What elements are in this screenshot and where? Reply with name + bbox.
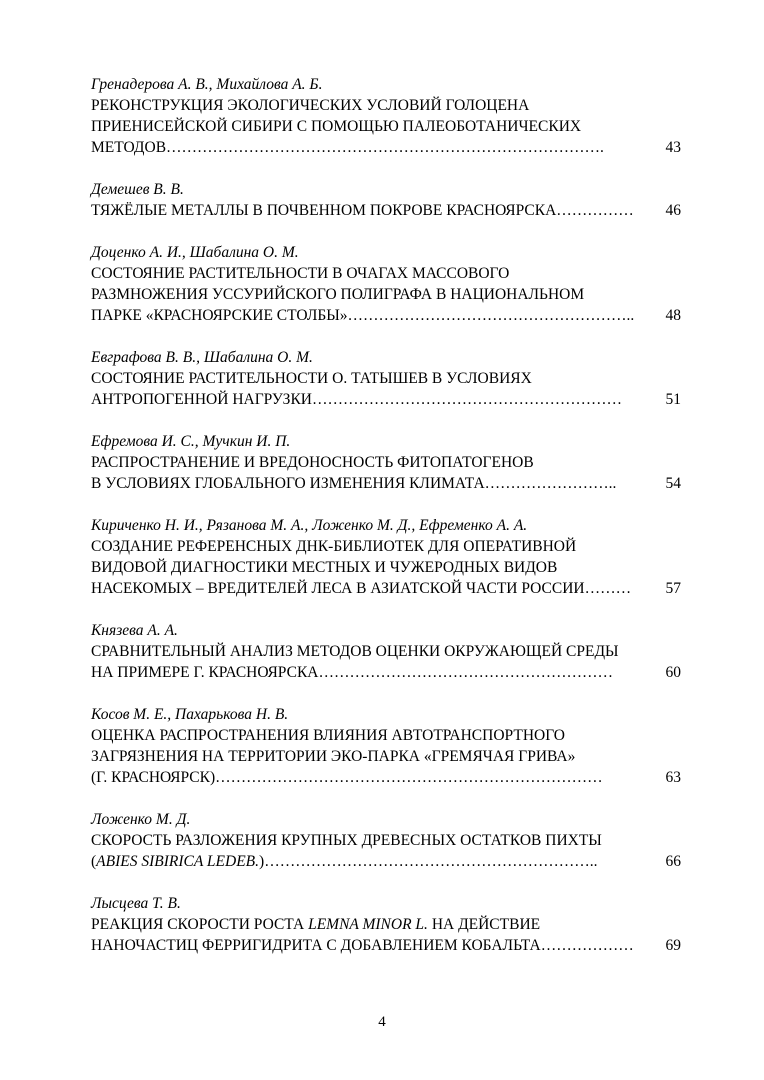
entry-title-line: СОЗДАНИЕ РЕФЕРЕНСНЫХ ДНК-БИБЛИОТЕК ДЛЯ ОПЕРАТИВНОЙ bbox=[91, 538, 577, 555]
entry-title-line: РАЗМНОЖЕНИЯ УССУРИЙСКОГО ПОЛИГРАФА В НАЦИОНАЛЬНОМ bbox=[91, 286, 585, 303]
entry-title-line bbox=[91, 851, 639, 872]
entry-title-line bbox=[91, 914, 681, 935]
title-text: )……………………………………………………….. bbox=[259, 853, 598, 870]
entry-authors: Евграфова В. В., Шабалина О. М. bbox=[91, 349, 313, 366]
entry-page-number: 69 bbox=[665, 937, 681, 954]
entry-authors: Лысцева Т. В. bbox=[91, 895, 181, 912]
entry-title-line: ОЦЕНКА РАСПРОСТРАНЕНИЯ ВЛИЯНИЯ АВТОТРАНСПОРТНОГО bbox=[91, 727, 565, 744]
toc-entry bbox=[91, 431, 681, 494]
entry-page-number: 51 bbox=[665, 391, 681, 408]
entry-page-number: 57 bbox=[665, 580, 681, 597]
entry-title-line: СОСТОЯНИЕ РАСТИТЕЛЬНОСТИ В ОЧАГАХ МАССОВОГО bbox=[91, 265, 510, 282]
entry-title-line: ЗАГРЯЗНЕНИЯ НА ТЕРРИТОРИИ ЭКО-ПАРКА «ГРЕМЯЧАЯ ГРИВА» bbox=[91, 748, 576, 765]
entry-title-line: СРАВНИТЕЛЬНЫЙ АНАЛИЗ МЕТОДОВ ОЦЕНКИ ОКРУЖАЮЩЕЙ СРЕДЫ bbox=[91, 643, 619, 660]
entry-title-line: АНТРОПОГЕННОЙ НАГРУЗКИ…………………………………………………… bbox=[91, 391, 622, 408]
toc-entry bbox=[91, 179, 681, 221]
toc-entry bbox=[91, 242, 681, 326]
entry-title-line: ПАРКЕ «КРАСНОЯРСКИЕ СТОЛБЫ»……………………………………………….. bbox=[91, 307, 635, 324]
toc-entry bbox=[91, 620, 681, 683]
entry-title-line: НАНОЧАСТИЦ ФЕРРИГИДРИТА С ДОБАВЛЕНИЕМ КОБАЛЬТА……………… bbox=[91, 937, 634, 954]
entry-authors: Демешев В. В. bbox=[91, 181, 184, 198]
entry-authors: Гренадерова А. В., Михайлова А. Б. bbox=[91, 76, 323, 93]
entry-title-line: СКОРОСТЬ РАЗЛОЖЕНИЯ КРУПНЫХ ДРЕВЕСНЫХ ОСТАТКОВ ПИХТЫ bbox=[91, 832, 602, 849]
species-name: ABIES SIBIRICA LEDEB. bbox=[96, 853, 260, 870]
entry-page-number: 66 bbox=[665, 853, 681, 870]
entry-title-line: НАСЕКОМЫХ – ВРЕДИТЕЛЕЙ ЛЕСА В АЗИАТСКОЙ ЧАСТИ РОССИИ……… bbox=[91, 580, 632, 597]
toc-entry bbox=[91, 74, 681, 158]
title-text: РЕАКЦИЯ СКОРОСТИ РОСТА bbox=[91, 916, 309, 933]
toc-entry bbox=[91, 893, 681, 956]
page-footer-number: 4 bbox=[378, 1014, 386, 1030]
entry-title-line: ТЯЖЁЛЫЕ МЕТАЛЛЫ В ПОЧВЕННОМ ПОКРОВЕ КРАСНОЯРСКА…………… bbox=[91, 202, 634, 219]
entry-title-line: В УСЛОВИЯХ ГЛОБАЛЬНОГО ИЗМЕНЕНИЯ КЛИМАТА…………………….. bbox=[91, 475, 617, 492]
toc-entry bbox=[91, 347, 681, 410]
entry-page-number: 63 bbox=[665, 769, 681, 786]
entry-page-number: 46 bbox=[665, 202, 681, 219]
entry-authors: Ефремова И. С., Мучкин И. П. bbox=[91, 433, 291, 450]
entry-title-line: ВИДОВОЙ ДИАГНОСТИКИ МЕСТНЫХ И ЧУЖЕРОДНЫХ ВИДОВ bbox=[91, 559, 558, 576]
entry-authors: Князева А. А. bbox=[91, 622, 178, 639]
entry-title-line: ПРИЕНИСЕЙСКОЙ СИБИРИ С ПОМОЩЬЮ ПАЛЕОБОТАНИЧЕСКИХ bbox=[91, 118, 582, 135]
entry-authors: Кириченко Н. И., Рязанова М. А., Ложенко М. Д., Ефременко А. А. bbox=[91, 517, 528, 534]
toc-entry bbox=[91, 809, 681, 872]
entry-title-line: (Г. КРАСНОЯРСК)………………………………………………………………… bbox=[91, 769, 603, 786]
entry-title-line: РАСПРОСТРАНЕНИЕ И ВРЕДОНОСНОСТЬ ФИТОПАТОГЕНОВ bbox=[91, 454, 534, 471]
entry-page-number: 54 bbox=[665, 475, 681, 492]
entry-title-line: МЕТОДОВ…………………………………………………………………………. bbox=[91, 139, 604, 156]
entry-title-line: РЕКОНСТРУКЦИЯ ЭКОЛОГИЧЕСКИХ УСЛОВИЙ ГОЛОЦЕНА bbox=[91, 97, 530, 114]
entry-page-number: 60 bbox=[665, 664, 681, 681]
entry-authors: Доценко А. И., Шабалина О. М. bbox=[91, 244, 299, 261]
entry-authors: Косов М. Е., Пахарькова Н. В. bbox=[91, 706, 289, 723]
title-text: ( bbox=[91, 853, 97, 870]
table-of-contents bbox=[91, 74, 681, 977]
entry-title-line: НА ПРИМЕРЕ Г. КРАСНОЯРСКА………………………………………………… bbox=[91, 664, 613, 681]
title-text: НА ДЕЙСТВИЕ bbox=[427, 916, 541, 933]
entry-page-number: 43 bbox=[665, 139, 681, 156]
entry-authors: Ложенко М. Д. bbox=[91, 811, 191, 828]
species-name: LEMNA MINOR L. bbox=[308, 916, 428, 933]
toc-entry bbox=[91, 704, 681, 788]
entry-page-number: 48 bbox=[665, 307, 681, 324]
entry-title-line: СОСТОЯНИЕ РАСТИТЕЛЬНОСТИ О. ТАТЫШЕВ В УСЛОВИЯХ bbox=[91, 370, 532, 387]
toc-entry bbox=[91, 515, 681, 599]
